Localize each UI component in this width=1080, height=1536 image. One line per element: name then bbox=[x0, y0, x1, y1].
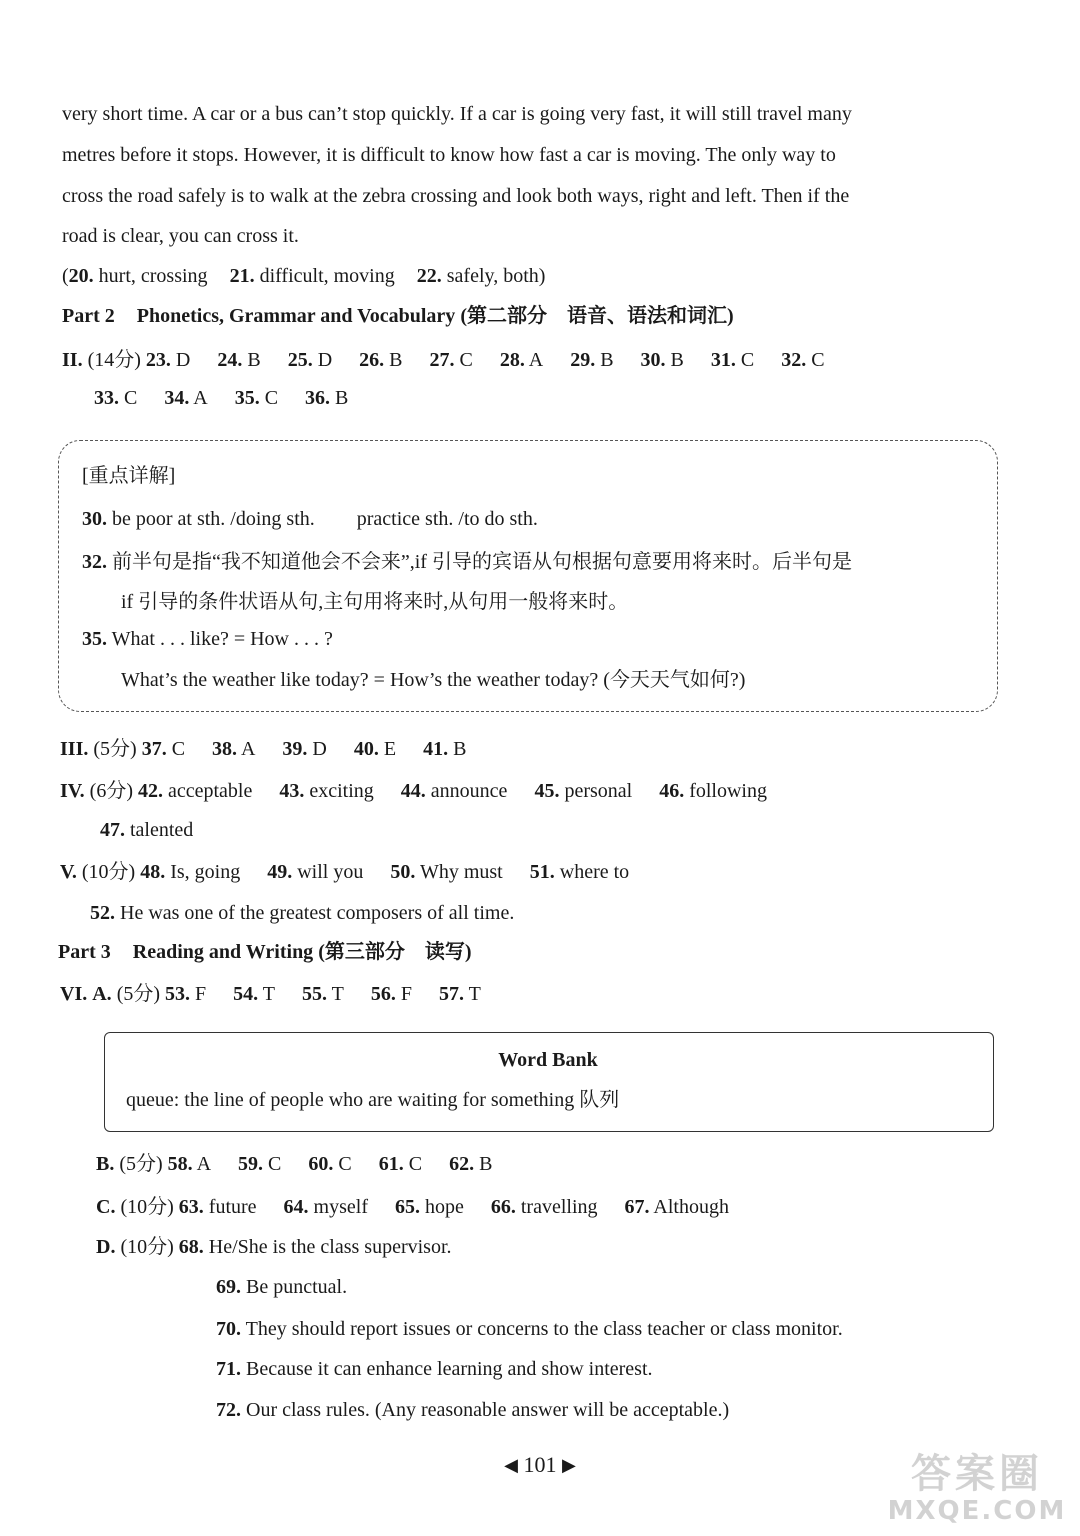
question-number: 71. bbox=[216, 1358, 241, 1380]
question-number: 35. bbox=[234, 387, 260, 409]
subsection-label: A. bbox=[92, 983, 112, 1005]
section-ii-row1 bbox=[62, 348, 825, 372]
section-ii-row2 bbox=[94, 386, 348, 410]
section-label: VI. bbox=[60, 983, 88, 1005]
answer-text: hope bbox=[424, 1196, 464, 1218]
section-score: (6分) bbox=[89, 780, 133, 802]
answer-text: be poor at sth. /doing sth. bbox=[112, 508, 315, 530]
answer-text: future bbox=[208, 1196, 257, 1218]
section-score: (14分) bbox=[87, 349, 141, 371]
note-35-line1 bbox=[82, 627, 333, 651]
question-number: 52. bbox=[90, 902, 115, 924]
question-number: 55. bbox=[302, 983, 327, 1005]
note-35-line2: What’s the weather like today? = How’s the weather today? (今天天气如何?) bbox=[121, 669, 746, 691]
question-number: 48. bbox=[140, 861, 166, 883]
passage-line: very short time. A car or a bus can’t stop quickly. If a car is going very fast, it will still travel many bbox=[62, 103, 852, 125]
section-score: (5分) bbox=[93, 738, 137, 760]
answer-text: Is, going bbox=[170, 861, 241, 883]
left-triangle-icon: ◀ bbox=[504, 1455, 518, 1475]
section-score: (10分) bbox=[120, 1196, 174, 1218]
answer-text: He/She is the class supervisor. bbox=[208, 1236, 452, 1258]
question-number: 47. bbox=[100, 819, 125, 841]
answer-71 bbox=[216, 1357, 653, 1381]
question-number: 66. bbox=[490, 1196, 516, 1218]
answer-text: Why must bbox=[419, 861, 503, 883]
section-label: IV. bbox=[60, 780, 85, 802]
subsection-label: D. bbox=[96, 1236, 116, 1258]
question-number: 54. bbox=[233, 983, 259, 1005]
question-number: 50. bbox=[390, 861, 416, 883]
question-number: 49. bbox=[267, 861, 293, 883]
question-number: 23. bbox=[145, 349, 171, 371]
section-v-52 bbox=[90, 901, 514, 925]
question-number: 41. bbox=[423, 738, 449, 760]
answer-text: D bbox=[175, 349, 191, 371]
answer-text: hurt, crossing bbox=[98, 265, 208, 287]
section-v bbox=[60, 860, 629, 884]
question-number: 32. bbox=[781, 349, 807, 371]
part-name: Reading and Writing bbox=[132, 941, 314, 963]
section-vi-b bbox=[96, 1152, 492, 1176]
question-number: 40. bbox=[353, 738, 379, 760]
passage-line: metres before it stops. However, it is difficult to know how fast a car is moving. The only way to bbox=[62, 144, 836, 166]
answer-text: safely, both bbox=[446, 265, 539, 287]
answer-text: announce bbox=[430, 780, 508, 802]
answer-text: D bbox=[312, 738, 327, 760]
answer-text: He was one of the greatest composers of all time. bbox=[120, 902, 515, 924]
question-number: 20. bbox=[68, 265, 94, 287]
question-number: 21. bbox=[229, 265, 255, 287]
answer-text: C bbox=[740, 349, 755, 371]
answer-text: Because it can enhance learning and show interest. bbox=[246, 1358, 653, 1380]
question-number: 29. bbox=[570, 349, 596, 371]
section-vi-d bbox=[96, 1235, 452, 1259]
answer-text: personal bbox=[564, 780, 633, 802]
question-number: 62. bbox=[449, 1153, 475, 1175]
answer-text: B bbox=[453, 738, 467, 760]
question-number: 28. bbox=[499, 349, 525, 371]
key-points-title: [重点详解] bbox=[82, 465, 176, 487]
question-number: 35. bbox=[82, 628, 107, 650]
part-title: Part 2 bbox=[62, 305, 115, 327]
word-bank-title: Word Bank bbox=[498, 1049, 598, 1071]
answer-text: C bbox=[124, 387, 138, 409]
answer-text: A bbox=[196, 1153, 212, 1175]
word-bank-entry: queue: the line of people who are waiting for something 队列 bbox=[126, 1089, 620, 1111]
answer-text: A bbox=[193, 387, 208, 409]
section-label: III. bbox=[60, 738, 89, 760]
answer-text: talented bbox=[130, 819, 194, 841]
answer-text: C bbox=[811, 349, 825, 371]
answer-text: 前半句是指“我不知道他会不会来”,if 引导的宾语从句根据句意要用将来时。后半句是 bbox=[112, 551, 852, 573]
question-number: 46. bbox=[659, 780, 685, 802]
passage-line: road is clear, you can cross it. bbox=[62, 225, 299, 247]
answer-text: B bbox=[335, 387, 349, 409]
answer-text: practice sth. /to do sth. bbox=[356, 508, 538, 530]
part-cn: (第二部分 语音、语法和词汇) bbox=[460, 305, 734, 327]
question-number: 63. bbox=[178, 1196, 204, 1218]
question-number: 37. bbox=[141, 738, 167, 760]
section-score: (5分) bbox=[116, 983, 161, 1005]
question-number: 30. bbox=[82, 508, 107, 530]
answer-text: C bbox=[264, 387, 279, 409]
answer-text: B bbox=[670, 349, 684, 371]
question-number: 24. bbox=[217, 349, 243, 371]
question-number: 57. bbox=[438, 983, 464, 1005]
watermark-bottom: MXQE.COM bbox=[887, 1496, 1067, 1526]
section-iv-47 bbox=[100, 818, 193, 842]
question-number: 65. bbox=[394, 1196, 420, 1218]
question-number: 26. bbox=[359, 349, 385, 371]
question-number: 39. bbox=[282, 738, 308, 760]
answer-text: C bbox=[408, 1153, 423, 1175]
section-vi-c bbox=[96, 1195, 729, 1219]
question-number: 44. bbox=[400, 780, 426, 802]
answer-text: B bbox=[389, 349, 403, 371]
answer-text: Our class rules. (Any reasonable answer will be acceptable.) bbox=[246, 1399, 730, 1421]
section-iv bbox=[60, 779, 767, 803]
note-30 bbox=[82, 507, 538, 531]
question-number: 36. bbox=[305, 387, 331, 409]
note-32-line1 bbox=[82, 550, 852, 574]
answer-text: What . . . like? = How . . . ? bbox=[111, 628, 333, 650]
question-number: 34. bbox=[164, 387, 190, 409]
question-number: 38. bbox=[212, 738, 238, 760]
answer-text: where to bbox=[559, 861, 630, 883]
answer-text: B bbox=[247, 349, 261, 371]
answer-text: following bbox=[689, 780, 767, 802]
answer-text: Although bbox=[653, 1196, 729, 1218]
question-number: 67. bbox=[624, 1196, 650, 1218]
section-iii bbox=[60, 737, 466, 761]
section-score: (10分) bbox=[81, 861, 136, 883]
watermark-logo bbox=[882, 1452, 1072, 1530]
part3-heading bbox=[58, 940, 472, 964]
answer-text: D bbox=[317, 349, 333, 371]
section-label: II. bbox=[62, 349, 83, 371]
question-number: 61. bbox=[378, 1153, 404, 1175]
question-number: 25. bbox=[287, 349, 313, 371]
answer-text: myself bbox=[313, 1196, 368, 1218]
question-number: 72. bbox=[216, 1399, 241, 1421]
question-number: 33. bbox=[94, 387, 119, 409]
question-number: 69. bbox=[216, 1276, 241, 1298]
section-score: (10分) bbox=[120, 1236, 174, 1258]
question-number: 32. bbox=[82, 551, 107, 573]
answer-text: F bbox=[400, 983, 412, 1005]
subsection-label: B. bbox=[96, 1153, 115, 1175]
answer-text: travelling bbox=[520, 1196, 598, 1218]
question-number: 22. bbox=[416, 265, 442, 287]
part-name: Phonetics, Grammar and Vocabulary bbox=[136, 305, 456, 327]
question-number: 56. bbox=[370, 983, 396, 1005]
question-number: 43. bbox=[279, 780, 305, 802]
answer-text: Be punctual. bbox=[246, 1276, 348, 1298]
answer-70 bbox=[216, 1317, 843, 1341]
answer-text: acceptable bbox=[167, 780, 253, 802]
paren-open: ( bbox=[62, 265, 69, 287]
question-number: 51. bbox=[529, 861, 555, 883]
answer-69 bbox=[216, 1275, 347, 1299]
answer-text: They should report issues or concerns to the class teacher or class monitor. bbox=[245, 1318, 843, 1340]
part-title: Part 3 bbox=[58, 941, 111, 963]
watermark-top: 答案圈 bbox=[911, 1451, 1043, 1497]
answer-text: B bbox=[600, 349, 614, 371]
question-number: 42. bbox=[137, 780, 163, 802]
answer-text: T bbox=[262, 983, 275, 1005]
section-vi-a bbox=[60, 982, 481, 1006]
question-number: 27. bbox=[429, 349, 455, 371]
answer-text: C bbox=[338, 1153, 352, 1175]
passage-line: cross the road safely is to walk at the zebra crossing and look both ways, right and left. Then if the bbox=[62, 185, 850, 207]
right-triangle-icon: ▶ bbox=[562, 1455, 576, 1475]
answer-text: A bbox=[240, 738, 256, 760]
answer-text: C bbox=[268, 1153, 282, 1175]
section-label: V. bbox=[60, 861, 77, 883]
answer-text: exciting bbox=[309, 780, 374, 802]
answer-text: E bbox=[383, 738, 397, 760]
answer-text: T bbox=[331, 983, 344, 1005]
question-number: 59. bbox=[238, 1153, 264, 1175]
question-number: 64. bbox=[283, 1196, 309, 1218]
question-number: 31. bbox=[710, 349, 736, 371]
answer-text: T bbox=[468, 983, 481, 1005]
question-number: 53. bbox=[165, 983, 191, 1005]
answer-text: C bbox=[459, 349, 473, 371]
paren-close: ) bbox=[538, 265, 546, 287]
answer-text: F bbox=[195, 983, 207, 1005]
subsection-label: C. bbox=[96, 1196, 116, 1218]
part-cn: (第三部分 读写) bbox=[318, 941, 472, 963]
answer-text: difficult, moving bbox=[259, 265, 395, 287]
answer-72 bbox=[216, 1398, 729, 1422]
question-number: 70. bbox=[216, 1318, 241, 1340]
question-number: 58. bbox=[167, 1153, 193, 1175]
word-bank-box bbox=[104, 1032, 994, 1132]
note-32-line2: if 引导的条件状语从句,主句用将来时,从句用一般将来时。 bbox=[121, 591, 629, 613]
question-number: 30. bbox=[640, 349, 666, 371]
passage-answers bbox=[62, 264, 545, 288]
page-number: 101 bbox=[523, 1452, 557, 1477]
answer-text: A bbox=[528, 349, 544, 371]
question-number: 60. bbox=[308, 1153, 334, 1175]
section-score: (5分) bbox=[119, 1153, 163, 1175]
question-number: 68. bbox=[178, 1236, 204, 1258]
answer-text: will you bbox=[297, 861, 364, 883]
question-number: 45. bbox=[534, 780, 560, 802]
answer-text: B bbox=[479, 1153, 493, 1175]
part2-heading bbox=[62, 304, 734, 328]
answer-text: C bbox=[171, 738, 186, 760]
